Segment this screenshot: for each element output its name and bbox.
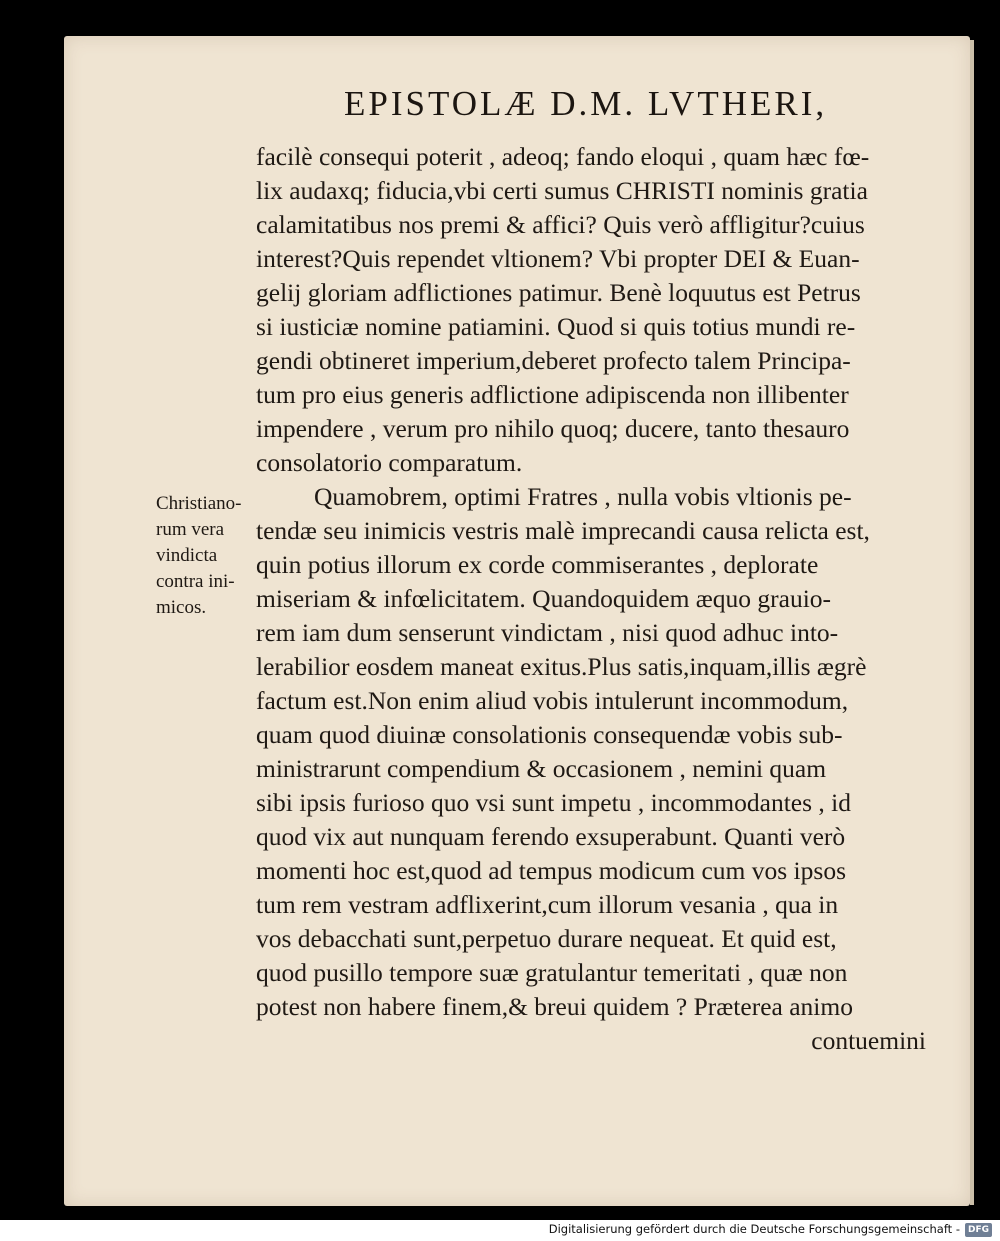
marginal-note-line: Christiano- <box>156 493 242 514</box>
text-line: quam quod diuinæ consolationis consequendæ vobis sub- <box>256 720 843 749</box>
text-line: lerabilior eosdem maneat exitus.Plus satis,inquam,illis ægrè <box>256 652 867 681</box>
text-line: momenti hoc est,quod ad tempus modicum cum vos ipsos <box>256 856 846 885</box>
marginal-note <box>156 491 266 621</box>
running-header: EPISTOLÆ D.M. LVTHERI, <box>344 84 828 123</box>
text-line: vos debacchati sunt,perpetuo durare nequeat. Et quid est, <box>256 924 837 953</box>
text-line: quod pusillo tempore suæ gratulantur temeritati , quæ non <box>256 958 848 987</box>
text-line: tum pro eius generis adflictione adipiscenda non illibenter <box>256 380 849 409</box>
text-line: miseriam & infœlicitatem. Quandoquidem æquo grauio- <box>256 584 832 613</box>
text-line: lix audaxq; fiducia,vbi certi sumus CHRISTI nominis gratia <box>256 176 868 205</box>
page-edge <box>970 40 974 1205</box>
text-line: tum rem vestram adflixerint,cum illorum vesania , qua in <box>256 890 839 919</box>
text-line: quod vix aut nunquam ferendo exsuperabunt. Quanti verò <box>256 822 846 851</box>
body-text <box>256 140 936 1058</box>
text-line: gendi obtineret imperium,deberet profecto talem Principa- <box>256 346 851 375</box>
text-line: quin potius illorum ex corde commiserantes , deplorate <box>256 550 819 579</box>
footer-bar <box>0 1220 1000 1241</box>
text-line: ministrarunt compendium & occasionem , nemini quam <box>256 754 827 783</box>
digitization-credit: Digitalisierung gefördert durch die Deutsche Forschungsgemeinschaft - <box>548 1222 960 1236</box>
text-line: si iusticiæ nomine patiamini. Quod si quis totius mundi re- <box>256 312 856 341</box>
text-line: sibi ipsis furioso quo vsi sunt impetu , incommodantes , id <box>256 788 851 817</box>
dfg-logo-icon: DFG <box>965 1223 992 1237</box>
text-line-paragraph-start: Quamobrem, optimi Fratres , nulla vobis vltionis pe- <box>314 482 852 511</box>
text-line: potest non habere finem,& breui quidem ? Præterea animo <box>256 992 853 1021</box>
marginal-note-line: micos. <box>156 597 207 618</box>
marginal-note-line: rum vera <box>156 519 225 540</box>
text-line: interest?Quis rependet vltionem? Vbi propter DEI & Euan- <box>256 244 860 273</box>
catchword: contuemini <box>811 1026 926 1055</box>
marginal-note-line: contra ini- <box>156 571 235 592</box>
text-line: factum est.Non enim aliud vobis intulerunt incommodum, <box>256 686 849 715</box>
text-line: facilè consequi poterit , adeoq; fando eloqui , quam hæc fœ- <box>256 142 870 171</box>
text-line: calamitatibus nos premi & affici? Quis verò affligitur?cuius <box>256 210 865 239</box>
marginal-note-line: vindicta <box>156 545 218 566</box>
text-line: rem iam dum senserunt vindictam , nisi quod adhuc into- <box>256 618 839 647</box>
text-line: consolatorio comparatum. <box>256 448 523 477</box>
text-line: impendere , verum pro nihilo quoq; ducere, tanto thesauro <box>256 414 850 443</box>
text-line: tendæ seu inimicis vestris malè imprecandi causa relicta est, <box>256 516 870 545</box>
text-line: gelij gloriam adflictiones patimur. Benè loquutus est Petrus <box>256 278 861 307</box>
